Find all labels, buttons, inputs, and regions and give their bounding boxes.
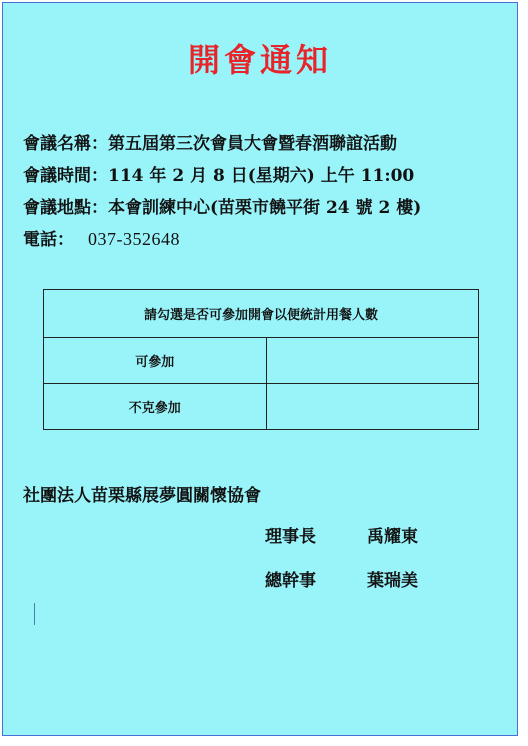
attendance-option-row bbox=[44, 384, 479, 430]
notice-page bbox=[2, 2, 518, 736]
meeting-name: 會議名稱：第五屆第三次會員大會暨春酒聯誼活動 bbox=[23, 134, 397, 154]
option-attend-label: 可參加 bbox=[44, 338, 267, 384]
option-attend-checkbox[interactable] bbox=[266, 338, 479, 384]
phone-line bbox=[23, 225, 180, 250]
officer-role: 總幹事 bbox=[265, 571, 316, 591]
attendance-option-row bbox=[44, 338, 479, 384]
meeting-time: 會議時間：114 年 2 月 8 日(星期六) 上午 11:00 bbox=[23, 166, 415, 186]
phone-number: 037-352648 bbox=[88, 229, 180, 249]
officer-name: 葉瑞美 bbox=[367, 571, 418, 591]
notice-title: 開會通知 bbox=[187, 41, 332, 79]
organization-name: 社團法人苗栗縣展夢圓關懷協會 bbox=[23, 486, 261, 506]
officer-role: 理事長 bbox=[265, 527, 316, 547]
officer-chairman bbox=[265, 522, 418, 547]
phone-label: 電話： bbox=[23, 230, 74, 250]
option-decline-checkbox[interactable] bbox=[266, 384, 479, 430]
officer-name: 禹耀東 bbox=[367, 527, 418, 547]
option-decline-label: 不克參加 bbox=[44, 384, 267, 430]
attendance-instruction: 請勾選是否可參加開會以便統計用餐人數 bbox=[44, 290, 479, 338]
meeting-place: 會議地點：本會訓練中心(苗栗市饒平街 24 號 2 樓) bbox=[23, 198, 422, 218]
attendance-header-row bbox=[44, 290, 479, 338]
officer-secretary-general bbox=[265, 566, 418, 591]
attendance-table bbox=[43, 289, 479, 430]
text-cursor[interactable] bbox=[34, 603, 35, 625]
